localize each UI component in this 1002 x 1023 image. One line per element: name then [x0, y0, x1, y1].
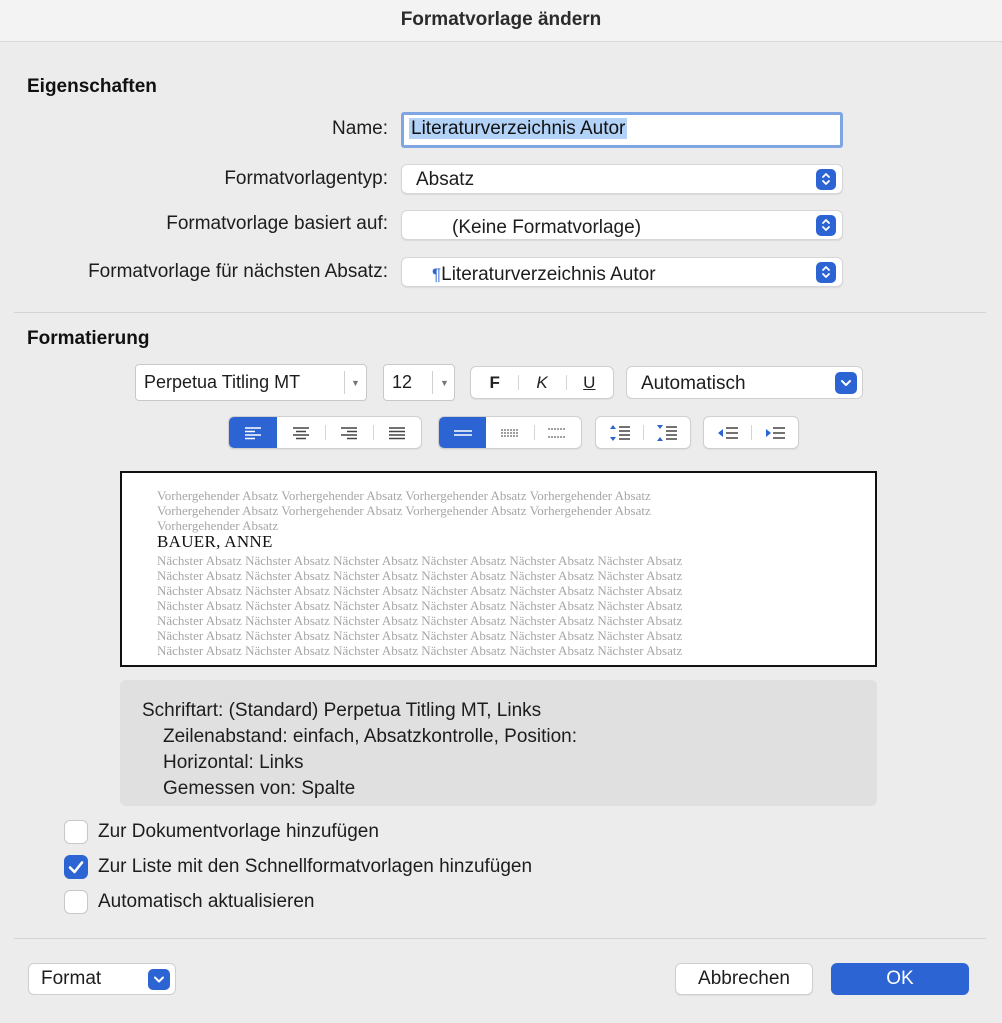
decrease-indent-icon [717, 425, 739, 441]
description-line: Gemessen von: Spalte [163, 778, 356, 799]
cancel-button[interactable]: Abbrechen [675, 963, 813, 995]
footer-divider [14, 938, 986, 939]
justify-button[interactable] [373, 417, 421, 448]
window-title: Formatvorlage ändern [400, 9, 602, 30]
align-center-button[interactable] [277, 417, 325, 448]
preview-line: Nächster Absatz Nächster Absatz Nächster Absatz Nächster Absatz Nächster Absatz Nächster Absatz [157, 598, 683, 613]
increase-spacing-icon [656, 423, 678, 443]
paragraph-spacing-group [595, 416, 691, 449]
preview-line: Vorhergehender Absatz [157, 518, 279, 533]
next-style-value: ¶Literaturverzeichnis Autor [432, 264, 656, 285]
indent-group [703, 416, 799, 449]
add-to-template-label: Zur Dokumentvorlage hinzufügen [98, 821, 379, 842]
name-input[interactable] [401, 112, 843, 148]
single-spacing-icon [453, 427, 473, 439]
based-on-value: (Keine Formatvorlage) [452, 217, 642, 238]
size-value: 12 [392, 372, 413, 392]
section-divider [14, 312, 986, 313]
description-line: Horizontal: Links [163, 752, 304, 773]
increase-indent-button[interactable] [751, 417, 798, 448]
style-type-popup[interactable] [401, 164, 843, 194]
alignment-group [228, 416, 422, 449]
up-down-chevron-icon [816, 262, 836, 283]
align-left-icon [244, 426, 262, 440]
single-spacing-button[interactable] [439, 417, 486, 448]
italic-button[interactable]: K [518, 367, 565, 398]
preview-sample-text: BAUER, ANNE [157, 532, 273, 551]
add-to-quick-styles-checkbox[interactable] [64, 855, 88, 879]
based-on-popup[interactable] [401, 210, 843, 240]
justify-icon [388, 426, 406, 440]
decrease-indent-button[interactable] [704, 417, 751, 448]
align-left-button[interactable] [229, 417, 277, 448]
up-down-chevron-icon [816, 169, 836, 190]
line-spacing-group [438, 416, 582, 449]
add-to-quick-styles-label: Zur Liste mit den Schnellformatvorlagen hinzufügen [98, 856, 533, 877]
bold-button[interactable]: F [489, 372, 500, 392]
underline-button[interactable]: U [566, 367, 613, 398]
description-line: Schriftart: (Standard) Perpetua Titling MT, Links [142, 700, 542, 721]
decrease-spacing-icon [609, 423, 631, 443]
title-bar [0, 0, 1002, 42]
next-style-popup[interactable] [401, 257, 843, 287]
increase-paragraph-spacing-button[interactable] [643, 417, 690, 448]
preview-next-paragraph [157, 553, 817, 658]
font-color-popup[interactable] [626, 366, 863, 399]
pilcrow-icon: ¶ [432, 265, 442, 284]
align-right-icon [340, 426, 358, 440]
description-line: Zeilenabstand: einfach, Absatzkontrolle, Position: [163, 726, 578, 747]
align-center-icon [292, 426, 310, 440]
auto-update-checkbox[interactable] [64, 890, 88, 914]
preview-line: Nächster Absatz Nächster Absatz Nächster Absatz Nächster Absatz Nächster Absatz Nächster Absatz [157, 568, 683, 583]
chevron-down-icon [835, 372, 857, 394]
style-description[interactable] [120, 680, 877, 806]
double-spacing-icon [547, 427, 567, 439]
up-down-chevron-icon [816, 215, 836, 236]
name-label: Name: [332, 118, 388, 139]
chevron-down-icon [148, 969, 170, 990]
preview-line: Nächster Absatz Nächster Absatz Nächster Absatz Nächster Absatz Nächster Absatz Nächster Absatz [157, 583, 683, 598]
align-right-button[interactable] [325, 417, 373, 448]
name-input-value: Literaturverzeichnis Autor [411, 118, 626, 139]
format-menu-button[interactable] [28, 963, 176, 995]
one-half-spacing-button[interactable] [486, 417, 533, 448]
text-style-group [470, 366, 614, 399]
style-type-label: Formatvorlagentyp: [224, 168, 388, 189]
next-style-label: Formatvorlage für nächsten Absatz: [88, 261, 388, 282]
preview-line: Vorhergehender Absatz Vorhergehender Absatz Vorhergehender Absatz Vorhergehender Absatz [157, 503, 651, 518]
based-on-label: Formatvorlage basiert auf: [166, 213, 388, 234]
dropdown-arrow-icon: ▼ [351, 378, 360, 388]
ok-button[interactable]: OK [831, 963, 969, 995]
preview-previous-paragraph [157, 488, 817, 533]
font-combo[interactable] [135, 364, 367, 401]
auto-update-label: Automatisch aktualisieren [98, 891, 315, 912]
font-color-value: Automatisch [641, 373, 746, 394]
decrease-paragraph-spacing-button[interactable] [596, 417, 643, 448]
add-to-template-checkbox[interactable] [64, 820, 88, 844]
font-value: Perpetua Titling MT [144, 372, 301, 392]
preview-line: Nächster Absatz Nächster Absatz Nächster Absatz Nächster Absatz Nächster Absatz Nächster Absatz [157, 613, 683, 628]
preview-line: Vorhergehender Absatz Vorhergehender Absatz Vorhergehender Absatz Vorhergehender Absatz [157, 488, 651, 503]
preview-line: Nächster Absatz Nächster Absatz Nächster Absatz Nächster Absatz Nächster Absatz Nächster Absatz [157, 553, 683, 568]
size-combo[interactable] [383, 364, 455, 401]
formatting-heading: Formatierung [27, 328, 150, 349]
style-preview [120, 471, 877, 667]
dropdown-arrow-icon: ▼ [440, 378, 449, 388]
increase-indent-icon [764, 425, 786, 441]
checkmark-icon [65, 856, 87, 878]
style-type-value: Absatz [416, 169, 475, 190]
format-label: Format [41, 968, 102, 989]
preview-line: Nächster Absatz Nächster Absatz Nächster Absatz Nächster Absatz Nächster Absatz Nächster Absatz [157, 628, 683, 643]
one-half-spacing-icon [500, 427, 520, 439]
preview-line: Nächster Absatz Nächster Absatz Nächster Absatz Nächster Absatz Nächster Absatz Nächster Absatz [157, 643, 683, 658]
properties-heading: Eigenschaften [27, 76, 157, 97]
double-spacing-button[interactable] [534, 417, 581, 448]
